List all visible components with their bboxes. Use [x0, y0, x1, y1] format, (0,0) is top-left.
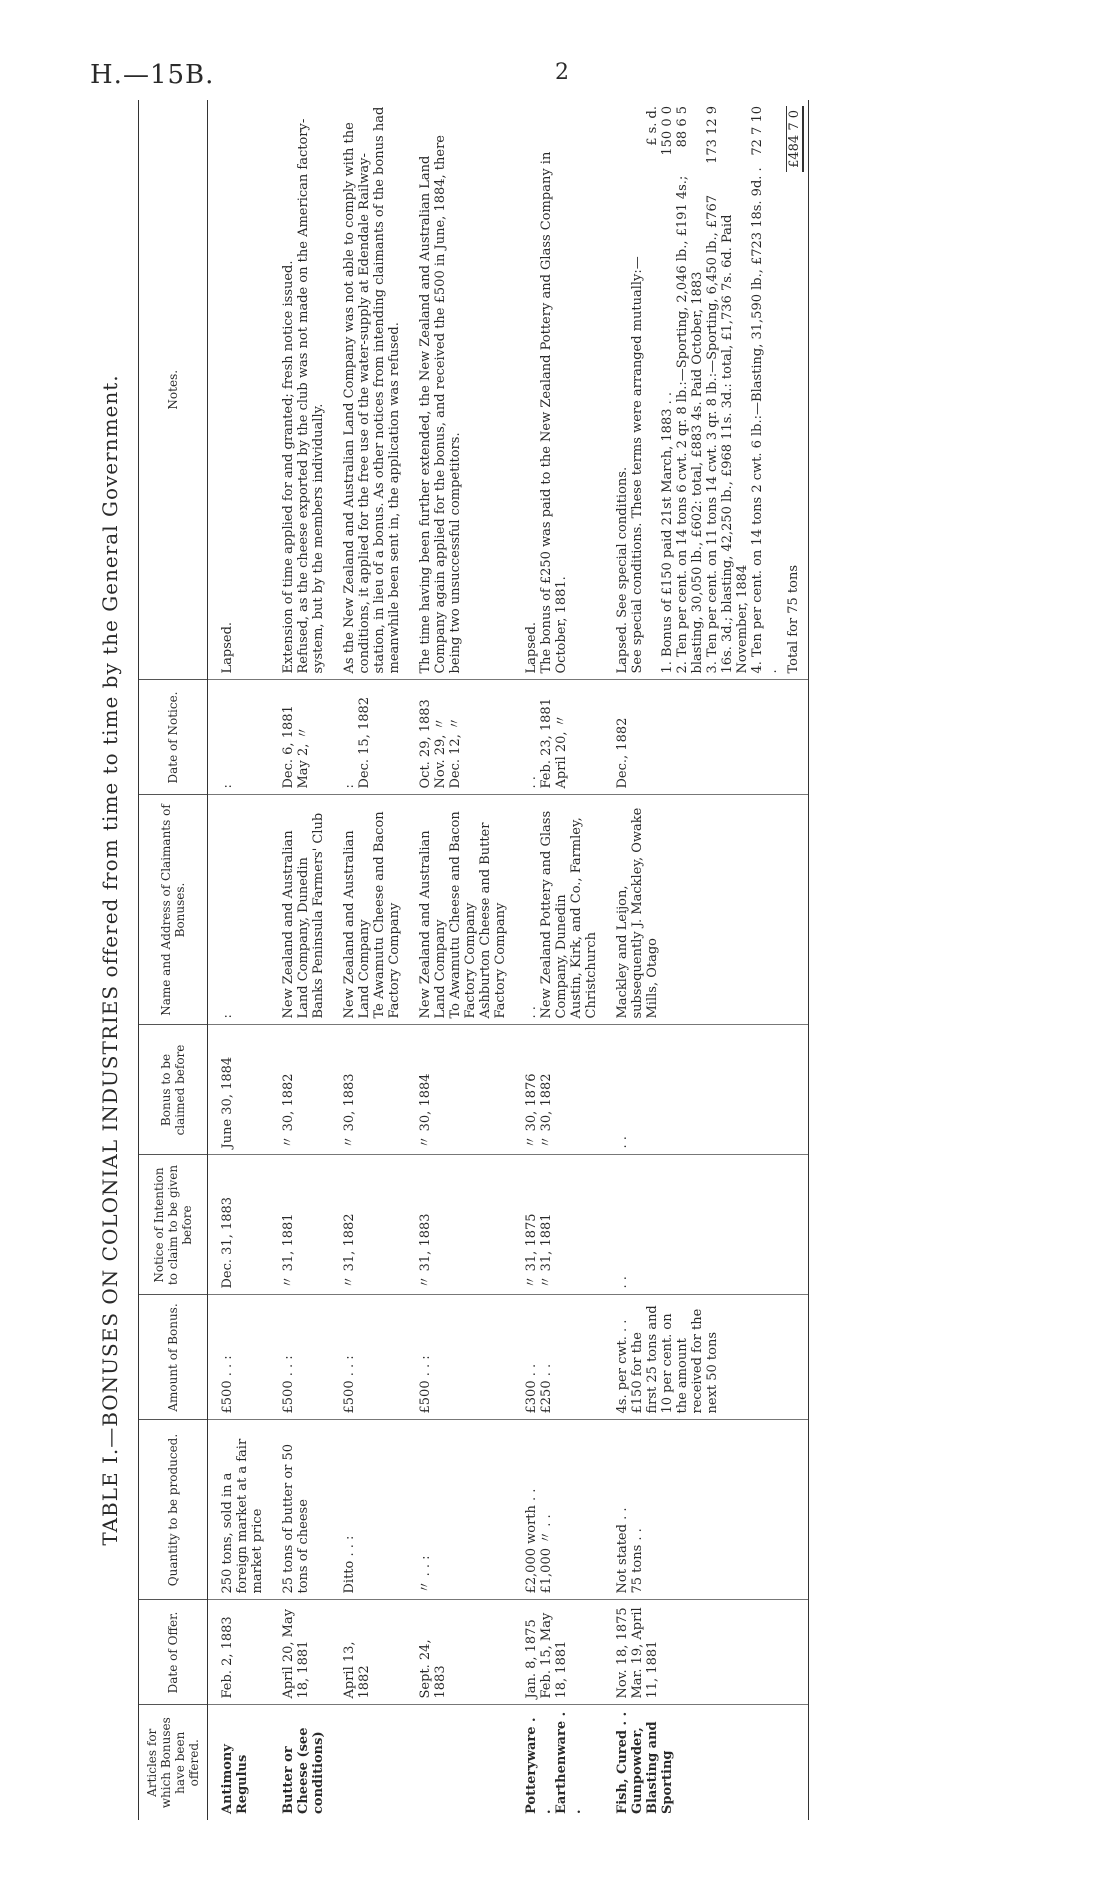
money-header: £ s. d. — [645, 106, 660, 146]
cell-text: Not stated . . — [615, 1507, 630, 1594]
document-reference: H.—15B. — [90, 60, 215, 90]
cell-text: Extension of time applied for and granted; fresh notice issued. — [281, 260, 296, 674]
cell-text: See special conditions. These terms were arranged mutually:— — [630, 256, 645, 674]
cell-text: April 20, May 18, 1881 — [281, 1608, 311, 1699]
claim-before-cell — [208, 1025, 270, 1155]
quantity-cell — [330, 1420, 406, 1600]
cell-text: Jan. 8, 1875 — [524, 1619, 539, 1699]
cell-text: June 30, 1884 — [220, 1056, 235, 1149]
table-row — [512, 100, 603, 1820]
cell-text: . . — [615, 1276, 630, 1289]
claimant-cell — [406, 795, 512, 1025]
cell-text: : — [220, 1014, 235, 1019]
notes-cell — [269, 100, 330, 680]
amount-cell — [269, 1295, 330, 1420]
article-cell — [406, 1705, 512, 1820]
cell-text: Lapsed. — [524, 621, 539, 674]
date-of-offer-cell — [512, 1600, 603, 1705]
date-of-notice-cell — [603, 680, 809, 795]
notice-before-cell — [208, 1155, 270, 1295]
notes-cell — [603, 100, 809, 680]
claim-before-cell — [269, 1025, 330, 1155]
table-row — [603, 100, 809, 1820]
amount-cell — [406, 1295, 512, 1420]
column-header: Bonus to be claimed before — [139, 1025, 208, 1155]
date-of-notice-cell — [406, 680, 512, 795]
cell-text: Mackley and Leijon, subsequently J. Mackley, Owake Mills, Otago — [615, 807, 660, 1019]
cell-text: New Zealand and Australian Land Company — [342, 830, 372, 1019]
cell-text: To Awamutu Cheese and Bacon Factory Company — [448, 811, 478, 1019]
column-header: Articles for which Bonuses have been offered. — [139, 1705, 208, 1820]
cell-text: Dec. 6, 1881 — [281, 705, 296, 789]
notice-before-cell — [406, 1155, 512, 1295]
cell-text: £1,000 〃 . . — [539, 1514, 554, 1594]
notes-cell — [406, 100, 512, 680]
cell-text: 75 tons . . — [630, 1528, 645, 1594]
table-header-row — [139, 100, 208, 1820]
cell-text: As the New Zealand and Australian Land Company was not able to comply with the conditions, it applied for the free use of the water-supply at Edendale Railway-station, in lieu of a bonus. As other notices from intending claimants of the bonus had meanwhile been sent in, the application was refused. — [342, 106, 402, 674]
column-header: Amount of Bonus. — [139, 1295, 208, 1420]
claimant-cell — [330, 795, 406, 1025]
cell-text: 〃 30, 1883 — [342, 1073, 357, 1149]
payment-description: 4. Ten per cent. on 14 tons 2 cwt. 6 lb.:—Blasting, 31,590 lb., £723 18s. 9d. . . — [750, 167, 780, 674]
date-of-offer-cell — [603, 1600, 809, 1705]
payment-amount: 72 7 10 — [750, 106, 765, 156]
cell-text: Lapsed. See special conditions. — [615, 466, 630, 674]
cell-text: : — [342, 784, 357, 789]
notice-before-cell — [603, 1155, 809, 1295]
cell-text: 〃 31, 1882 — [342, 1213, 357, 1289]
cell-text: Lapsed. — [220, 621, 235, 674]
cell-text: Austin, Kirk, and Co., Farmley, Christchurch — [569, 817, 599, 1019]
quantity-cell — [269, 1420, 330, 1600]
cell-text: Te Awamutu Cheese and Bacon Factory Company — [372, 811, 402, 1019]
cell-text: New Zealand Pottery and Glass Company, Dunedin — [539, 810, 569, 1019]
payment-amount: 150 0 0 — [660, 106, 675, 156]
claimant-cell — [603, 795, 809, 1025]
cell-text: £150 for the first 25 tons and 10 per cent. on the amount received for the next 50 tons — [630, 1305, 720, 1414]
cell-text: The time having been further extended, the New Zealand and Australian Land Company again applied for the bonus, and received the £500 in June, 1884, there being two unsuccessful competitors. — [418, 135, 463, 674]
cell-text: 〃 31, 1875 — [524, 1213, 539, 1289]
article-cell — [512, 1705, 603, 1820]
total-label: Total for 75 tons — [786, 564, 801, 674]
cell-text: Ditto . . : — [342, 1535, 357, 1594]
cell-text: Dec. 31, 1883 — [220, 1196, 235, 1289]
cell-text: Mar. 19, April 11, 1881 — [630, 1607, 660, 1699]
article-cell — [330, 1705, 406, 1820]
payment-line — [750, 106, 780, 674]
cell-text: The bonus of £250 was paid to the New Zealand Pottery and Glass Company in October, 1881. — [539, 151, 569, 674]
notice-before-cell — [330, 1155, 406, 1295]
article-cell — [269, 1705, 330, 1820]
claimant-cell — [269, 795, 330, 1025]
cell-text: May 2, 〃 — [296, 726, 311, 789]
claimant-cell — [512, 795, 603, 1025]
cell-text: New Zealand and Australian Land Company, Dunedin — [281, 830, 311, 1019]
notice-before-cell — [269, 1155, 330, 1295]
cell-text: £500 . . : — [220, 1355, 235, 1414]
payment-total — [786, 106, 804, 674]
page-number: 2 — [555, 60, 569, 85]
cell-text: . . — [524, 1006, 539, 1019]
article-cell — [603, 1705, 809, 1820]
cell-text: Dec., 1882 — [615, 717, 630, 789]
cell-text: . . — [615, 1136, 630, 1149]
cell-text: Gunpowder, Blasting and Sporting — [630, 1721, 675, 1814]
cell-text: : — [220, 784, 235, 789]
cell-text: 250 tons, sold in a foreign market at a fair market price — [220, 1438, 265, 1594]
cell-text: 〃 30, 1882 — [539, 1073, 554, 1149]
notes-cell — [208, 100, 270, 680]
cell-text: Nov. 29, 〃 — [433, 717, 448, 789]
payment-description: 1. Bonus of £150 paid 21st March, 1883 . . — [660, 391, 675, 674]
column-header: Notice of Intention to claim to be given before — [139, 1155, 208, 1295]
table-row — [330, 100, 406, 1820]
column-header: Name and Address of Claimants of Bonuses. — [139, 795, 208, 1025]
payment-description: 2. Ten per cent. on 14 tons 6 cwt. 2 qr. 8 lb.:—Sporting, 2,046 lb., £191 4s.; blasting, 30,050 lb., £602: total, £883 4s. Paid October, 1883 — [675, 175, 705, 674]
notice-before-cell — [512, 1155, 603, 1295]
date-of-notice-cell — [269, 680, 330, 795]
cell-text: £300 . . — [524, 1363, 539, 1414]
table-row — [406, 100, 512, 1820]
cell-text: Earthenware . . — [554, 1711, 584, 1814]
date-of-offer-cell — [406, 1600, 512, 1705]
cell-text: £500 . . : — [342, 1355, 357, 1414]
total-amount: £484 7 0 — [786, 106, 804, 172]
cell-text: 〃 30, 1884 — [418, 1073, 433, 1149]
cell-text: 〃 30, 1882 — [281, 1073, 296, 1149]
cell-text: . . — [524, 776, 539, 789]
quantity-cell — [512, 1420, 603, 1600]
cell-text: Feb. 15, May 18, 1881 — [539, 1612, 569, 1699]
cell-text: April 20, 〃 — [554, 714, 569, 789]
claimant-cell — [208, 795, 270, 1025]
bonuses-table — [138, 100, 809, 1820]
date-of-offer-cell — [208, 1600, 270, 1705]
date-of-notice-cell — [330, 680, 406, 795]
amount-cell — [603, 1295, 809, 1420]
cell-text: Sept. 24, 1883 — [418, 1639, 448, 1699]
cell-text: 〃 . . : — [418, 1555, 433, 1594]
date-of-offer-cell — [269, 1600, 330, 1705]
date-of-notice-cell — [512, 680, 603, 795]
payment-line — [660, 106, 675, 674]
cell-text: £500 . . : — [418, 1355, 433, 1414]
rotated-table-container — [90, 100, 990, 1820]
cell-text: April 13, 1882 — [342, 1641, 372, 1699]
cell-text: Butter or Cheese (see conditions) — [281, 1727, 326, 1814]
cell-text: £2,000 worth . . — [524, 1488, 539, 1594]
quantity-cell — [208, 1420, 270, 1600]
cell-text: £500 . . : — [281, 1355, 296, 1414]
claim-before-cell — [512, 1025, 603, 1155]
article-cell — [208, 1705, 270, 1820]
cell-text: 〃 31, 1881 — [281, 1213, 296, 1289]
quantity-cell — [603, 1420, 809, 1600]
payment-line — [705, 106, 750, 674]
claim-before-cell — [330, 1025, 406, 1155]
notes-cell — [330, 100, 406, 680]
cell-text: 25 tons of butter or 50 tons of cheese — [281, 1443, 311, 1594]
cell-text: Fish, Cured . . — [615, 1711, 630, 1814]
cell-text: New Zealand and Australian Land Company — [418, 830, 448, 1019]
column-header: Date of Offer. — [139, 1600, 208, 1705]
cell-text: Feb. 23, 1881 — [539, 698, 554, 789]
payment-amount: 88 6 5 — [675, 106, 690, 148]
cell-text: Antimony Regulus — [220, 1744, 250, 1814]
cell-text: 4s. per cwt. . . — [615, 1319, 630, 1414]
column-header: Notes. — [139, 100, 208, 680]
column-header: Date of Notice. — [139, 680, 208, 795]
cell-text: Dec. 15, 1882 — [357, 696, 372, 789]
date-of-notice-cell — [208, 680, 270, 795]
claim-before-cell — [603, 1025, 809, 1155]
amount-cell — [330, 1295, 406, 1420]
date-of-offer-cell — [330, 1600, 406, 1705]
cell-text: £250 . . — [539, 1363, 554, 1414]
table-row — [269, 100, 330, 1820]
cell-text: Oct. 29, 1883 — [418, 699, 433, 789]
amount-cell — [512, 1295, 603, 1420]
cell-text: 〃 30, 1876 — [524, 1073, 539, 1149]
cell-text: Nov. 18, 1875 — [615, 1607, 630, 1699]
cell-text: 〃 31, 1881 — [539, 1213, 554, 1289]
claim-before-cell — [406, 1025, 512, 1155]
cell-text: 〃 31, 1883 — [418, 1213, 433, 1289]
cell-text: Potteryware . . — [524, 1717, 554, 1814]
cell-text: Ashburton Cheese and Butter Factory Company — [478, 822, 508, 1019]
payment-description: 3. Ten per cent. on 11 tons 14 cwt. 3 qr. 8 lb.:—Sporting, 6,450 lb., £767 16s. 3d.; blasting, 42,250 lb., £968 11s. 3d.: total, £1,736 7s. 6d. Paid November, 1884 — [705, 195, 750, 674]
quantity-cell — [406, 1420, 512, 1600]
table-row — [208, 100, 270, 1820]
notes-cell — [512, 100, 603, 680]
amount-cell — [208, 1295, 270, 1420]
column-header: Quantity to be produced. — [139, 1420, 208, 1600]
payment-line — [675, 106, 705, 674]
cell-text: Feb. 2, 1883 — [220, 1616, 235, 1699]
payment-amount: 173 12 9 — [705, 106, 720, 164]
cell-text: Refused, as the cheese exported by the club was not made on the American factory-system, but by the members individually. — [296, 118, 326, 674]
table-title: TABLE I.—BONUSES ON COLONIAL INDUSTRIES offered from time to time by the General Government. — [98, 374, 122, 1546]
cell-text: Dec. 12, 〃 — [448, 717, 463, 789]
cell-text: Banks Peninsula Farmers' Club — [311, 812, 326, 1019]
